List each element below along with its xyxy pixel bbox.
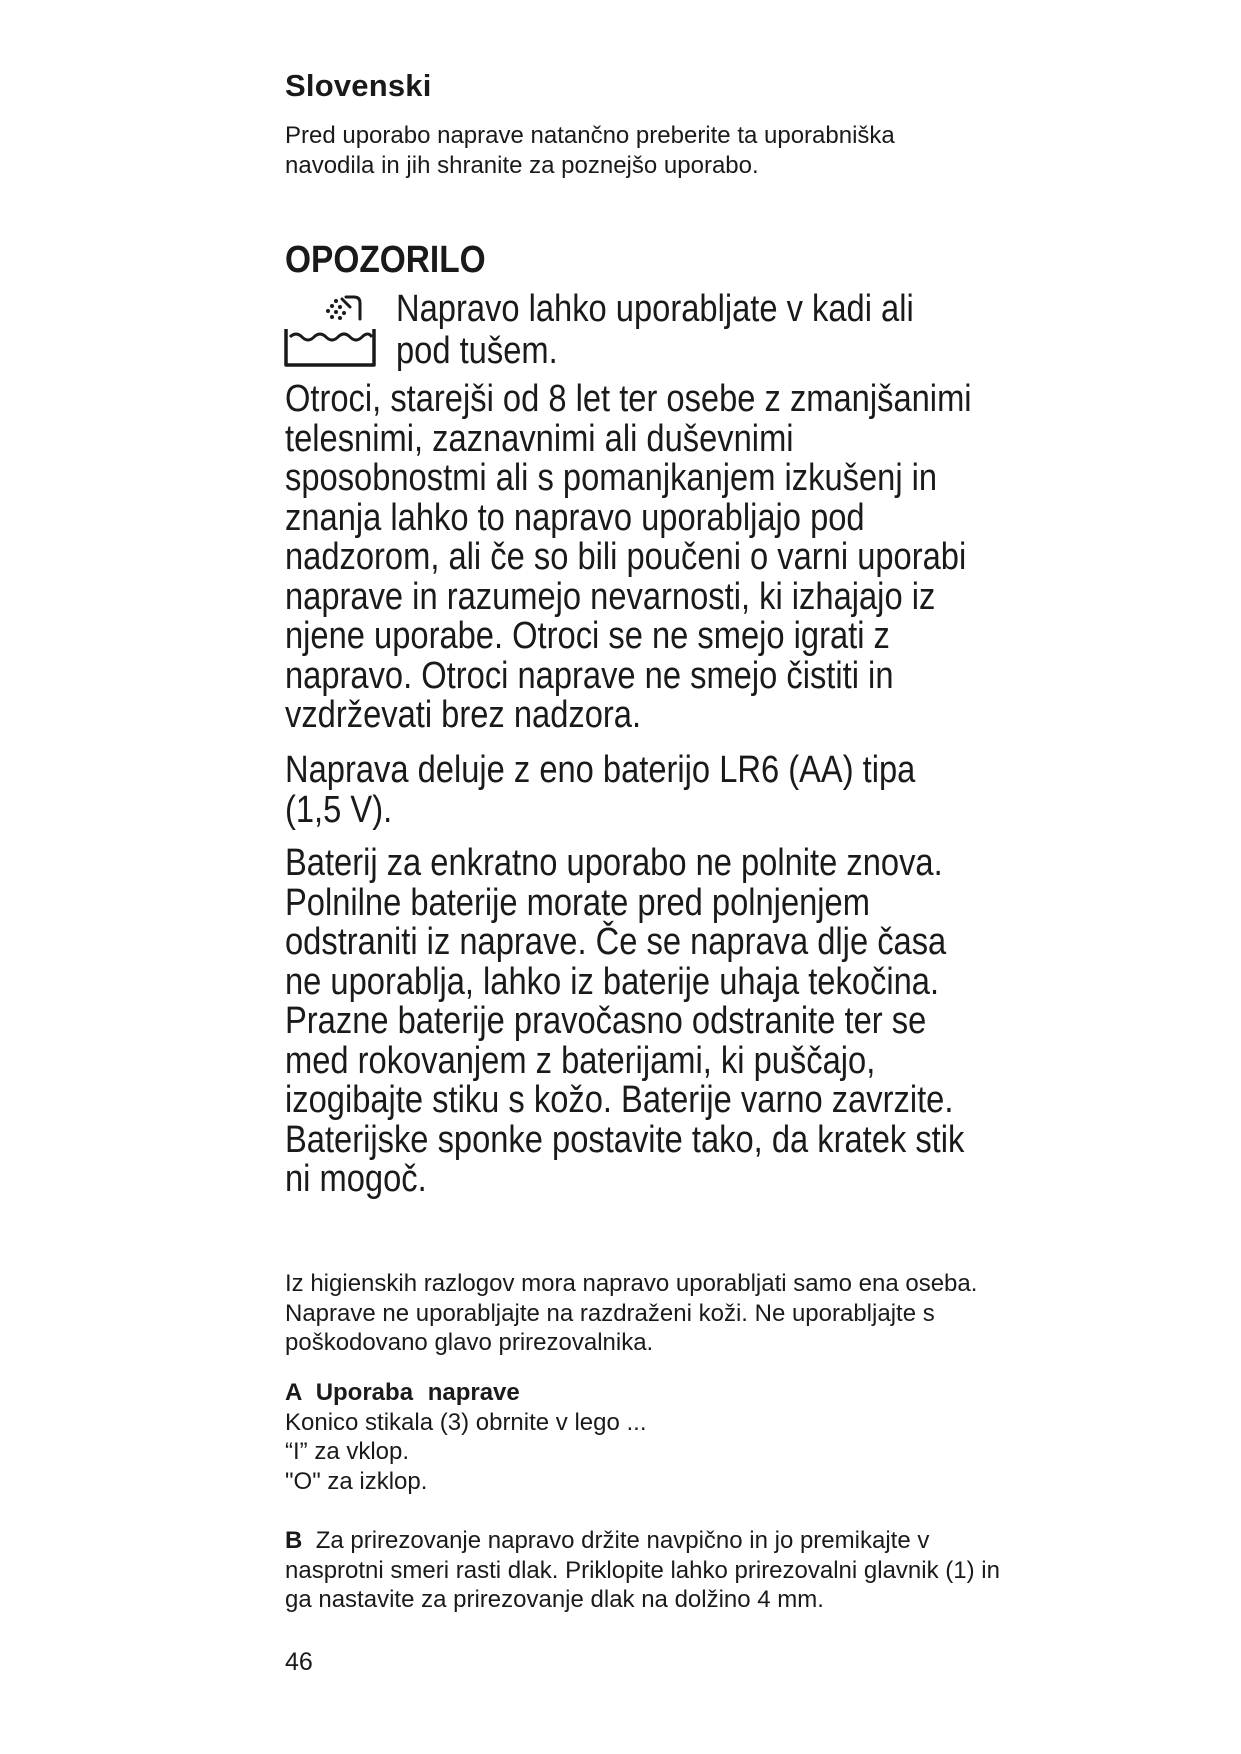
battery-type-text: Naprava deluje z eno baterijo LR6 (AA) tipa (1,5 V).: [285, 749, 916, 831]
warning-title: OPOZORILO: [285, 239, 486, 281]
section-a-line2: “I” za vklop.: [285, 1438, 410, 1465]
section-a: [285, 1378, 1005, 1496]
bath-usage-text: Napravo lahko uporabljate v kadi ali pod tušem.: [396, 288, 914, 372]
section-a-line1: Konico stikala (3) obrnite v lego ...: [285, 1408, 647, 1436]
section-b: [285, 1526, 1005, 1615]
section-a-line3: "O" za izklop.: [285, 1467, 428, 1495]
language-heading: Slovenski: [285, 68, 432, 103]
bathtub-shower-icon: [284, 293, 376, 369]
section-b-label: B: [285, 1527, 303, 1554]
intro-paragraph: Pred uporabo naprave natančno preberite ta uporabniška navodila in jih shranite za poznejšo uporabo.: [285, 122, 895, 179]
hygiene-text: Iz higienskih razlogov mora napravo uporabljati samo ena oseba. Naprave ne uporabljajte na razdraženi koži. Ne uporabljajte s poškodovano glavo prirezovalnika.: [285, 1270, 978, 1356]
section-b-text: Za prirezovanje napravo držite navpično in jo premikajte v nasprotni smeri rasti dlak. Priklopite lahko prirezovalni glavnik (1) in ga nastavite za prirezovanje dlak na dolžino 4 mm.: [285, 1527, 1000, 1613]
children-warning-text: Otroci, starejši od 8 let ter osebe z zmanjšanimi telesnimi, zaznavnimi ali duševnimi sposobnostmi ali s pomanjkanjem izkušenj in znanja lahko to napravo uporabljajo pod nadzorom, ali če so bili poučeni o varni uporabi naprave in razumejo nevarnosti, ki izhajajo iz njene uporabe. Otroci se ne smejo igrati z napravo. Otroci naprave ne smejo čistiti in vzdrževati brez nadzora.: [285, 378, 972, 736]
section-a-title: Uporaba naprave: [315, 1379, 520, 1406]
section-a-label: A: [285, 1379, 303, 1406]
battery-handling-text: Baterij za enkratno uporabo ne polnite znova. Polnilne baterije morate pred polnjenjem odstraniti iz naprave. Če se naprava dlje časa ne uporablja, lahko iz baterije uhaja tekočina. Prazne baterije pravočasno odstranite ter se med rokovanjem z baterijami, ki puščajo, izogibajte stiku s kožo. Baterije varno zavrzite. Baterijske sponke postavite tako, da kratek stik ni mogoč.: [285, 842, 965, 1200]
page-number: 46: [285, 1648, 313, 1676]
